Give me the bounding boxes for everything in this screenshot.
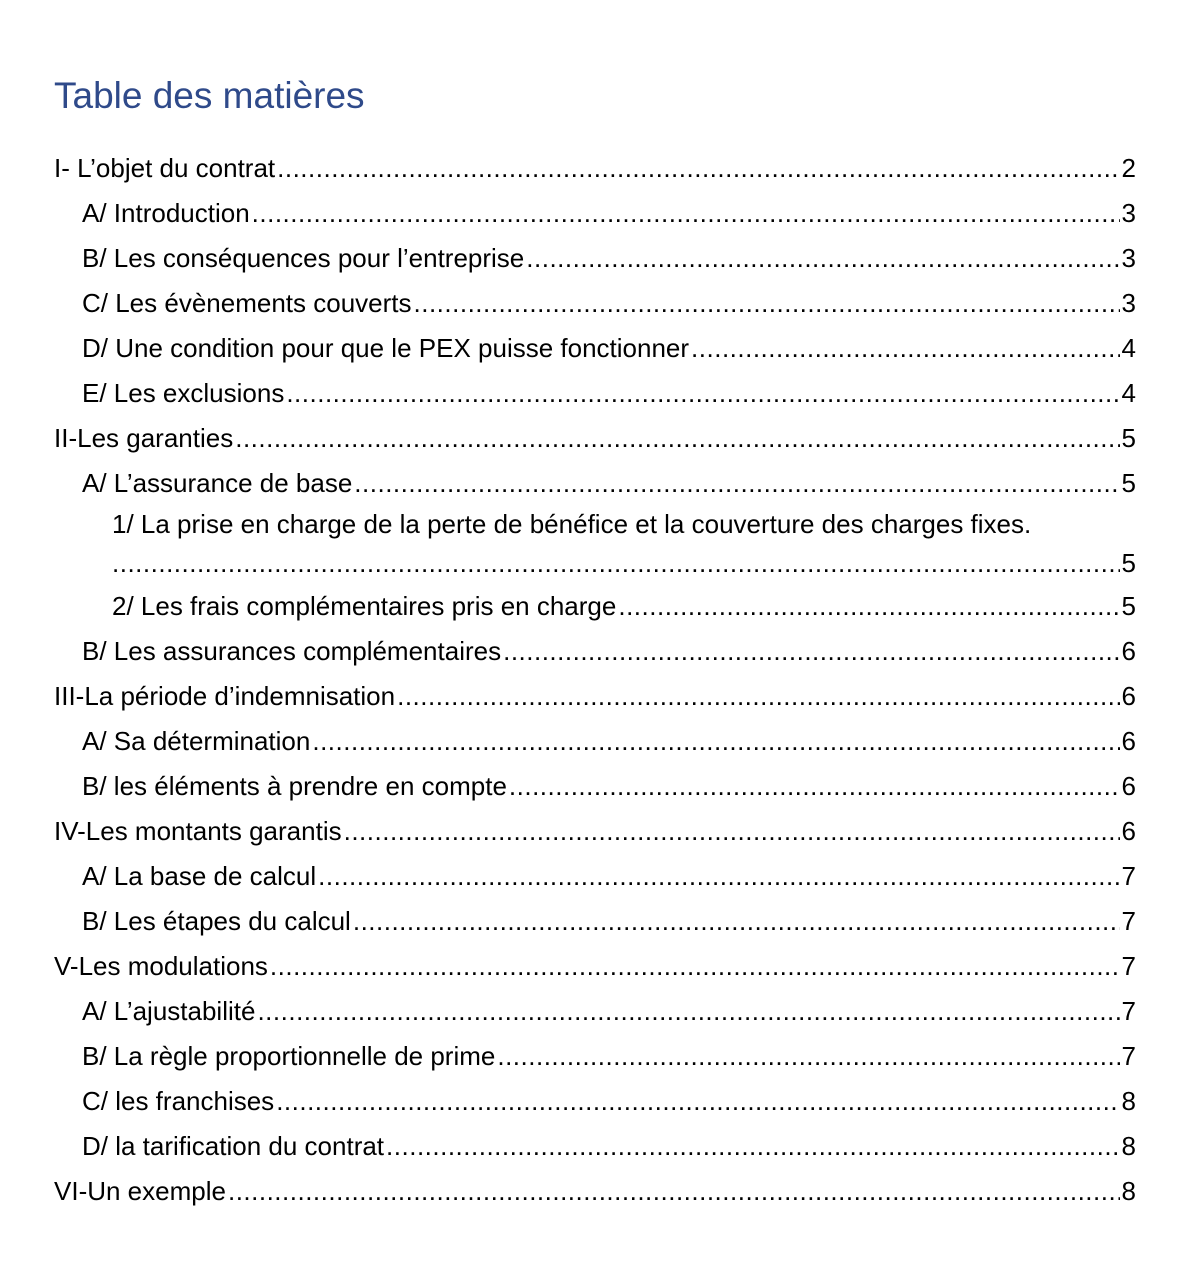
toc-leader-dots	[276, 1079, 1119, 1124]
toc-page-number: 3	[1121, 243, 1136, 273]
toc-page-number: 6	[1121, 726, 1136, 756]
toc-entry[interactable]	[54, 281, 1136, 326]
toc-leader-dots	[228, 1169, 1120, 1214]
toc-leader-dots	[252, 191, 1120, 236]
toc-entry-text: C/ Les évènements couverts	[82, 281, 414, 326]
toc-page-number: 8	[1121, 1176, 1136, 1206]
toc-entry-text: 1/ La prise en charge de la perte de bénéfice et la couverture des charges fixes.	[112, 506, 1136, 542]
toc-page-number: 4	[1121, 378, 1136, 408]
toc-entry[interactable]	[54, 236, 1136, 281]
toc-leader-dots	[414, 281, 1120, 326]
toc-page-number: 7	[1121, 906, 1136, 936]
toc-leader-dots	[318, 854, 1119, 899]
toc-page-number: 5	[1121, 548, 1136, 578]
toc-entry[interactable]	[54, 854, 1136, 899]
toc-page-number: 5	[1121, 468, 1136, 498]
toc-entry[interactable]	[54, 629, 1136, 674]
toc-entry-text: B/ Les étapes du calcul	[82, 899, 353, 944]
toc-leader-dots	[509, 764, 1120, 809]
toc-leader-dots	[397, 674, 1119, 719]
toc-leader-dots	[257, 989, 1119, 1034]
toc-entry-text: B/ les éléments à prendre en compte	[82, 764, 509, 809]
toc-entry-text: B/ La règle proportionnelle de prime	[82, 1034, 497, 1079]
toc-leader-dots	[691, 326, 1119, 371]
toc-entry[interactable]	[54, 674, 1136, 719]
toc-page-number: 6	[1121, 816, 1136, 846]
toc-entry-text: 2/ Les frais complémentaires pris en charge	[112, 584, 618, 629]
toc-page-number: 3	[1121, 288, 1136, 318]
toc-leader-dots	[277, 146, 1119, 191]
toc-page-number: 3	[1121, 198, 1136, 228]
toc-leader-dots	[354, 461, 1119, 506]
toc-page-number: 6	[1121, 681, 1136, 711]
toc-entry[interactable]	[54, 146, 1136, 191]
toc-page-number: 7	[1121, 861, 1136, 891]
toc-leader-dots	[270, 944, 1120, 989]
toc-leader-dots	[235, 416, 1119, 461]
toc-entry[interactable]	[54, 989, 1136, 1034]
toc-page-number: 7	[1121, 951, 1136, 981]
toc-entry-continuation	[112, 542, 1136, 584]
toc-entry-text: VI-Un exemple	[54, 1169, 228, 1214]
toc-entry-text: A/ L’assurance de base	[82, 461, 354, 506]
toc-leader-dots	[112, 542, 1120, 584]
toc-entry-text: A/ L’ajustabilité	[82, 989, 257, 1034]
toc-page-number: 6	[1121, 771, 1136, 801]
toc-entry[interactable]	[54, 944, 1136, 989]
toc-entry[interactable]	[54, 461, 1136, 506]
toc-entry-text: E/ Les exclusions	[82, 371, 286, 416]
toc-entry-text: A/ Introduction	[82, 191, 252, 236]
toc-entry[interactable]	[54, 899, 1136, 944]
toc-entry-text: A/ La base de calcul	[82, 854, 318, 899]
toc-leader-dots	[286, 371, 1119, 416]
toc-page-number: 8	[1121, 1086, 1136, 1116]
toc-entry[interactable]	[54, 1169, 1136, 1214]
toc-entry-text: A/ Sa détermination	[82, 719, 312, 764]
toc-entry[interactable]	[54, 416, 1136, 461]
toc-page-number: 7	[1121, 996, 1136, 1026]
toc-page-number: 7	[1121, 1041, 1136, 1071]
toc-entry-text: V-Les modulations	[54, 944, 270, 989]
toc-entry-text: D/ Une condition pour que le PEX puisse fonctionner	[82, 326, 691, 371]
toc-leader-dots	[353, 899, 1120, 944]
toc-page-number: 5	[1121, 591, 1136, 621]
toc-entry[interactable]	[54, 191, 1136, 236]
toc-entry[interactable]	[54, 371, 1136, 416]
toc-entry-text: I- L’objet du contrat	[54, 146, 277, 191]
toc-entry-text: II-Les garanties	[54, 416, 235, 461]
toc-leader-dots	[386, 1124, 1119, 1169]
toc-leader-dots	[344, 809, 1120, 854]
toc-entry-text: C/ les franchises	[82, 1079, 276, 1124]
toc-entry[interactable]	[54, 506, 1136, 584]
toc-entry[interactable]	[54, 1034, 1136, 1079]
toc-entry-text: III-La période d’indemnisation	[54, 674, 397, 719]
toc-leader-dots	[312, 719, 1119, 764]
toc-title: Table des matières	[54, 75, 365, 116]
toc-leader-dots	[618, 584, 1119, 629]
toc-entry[interactable]	[54, 1124, 1136, 1169]
toc-entry-text: B/ Les conséquences pour l’entreprise	[82, 236, 526, 281]
toc-leader-dots	[503, 629, 1119, 674]
toc-entry[interactable]	[54, 326, 1136, 371]
toc-entry-text: D/ la tarification du contrat	[82, 1124, 386, 1169]
toc-page-number: 8	[1121, 1131, 1136, 1161]
toc-entry-text: IV-Les montants garantis	[54, 809, 344, 854]
toc-leader-dots	[526, 236, 1119, 281]
toc-page-number: 5	[1121, 423, 1136, 453]
toc-entry[interactable]	[54, 809, 1136, 854]
toc-entry-text: B/ Les assurances complémentaires	[82, 629, 503, 674]
toc-page-number: 4	[1121, 333, 1136, 363]
toc-entry[interactable]	[54, 764, 1136, 809]
toc-entry[interactable]	[54, 584, 1136, 629]
toc-list	[54, 146, 1136, 1214]
toc-page-number: 2	[1121, 153, 1136, 183]
toc-entry[interactable]	[54, 1079, 1136, 1124]
toc-leader-dots	[497, 1034, 1119, 1079]
toc-entry[interactable]	[54, 719, 1136, 764]
toc-page-number: 6	[1121, 636, 1136, 666]
